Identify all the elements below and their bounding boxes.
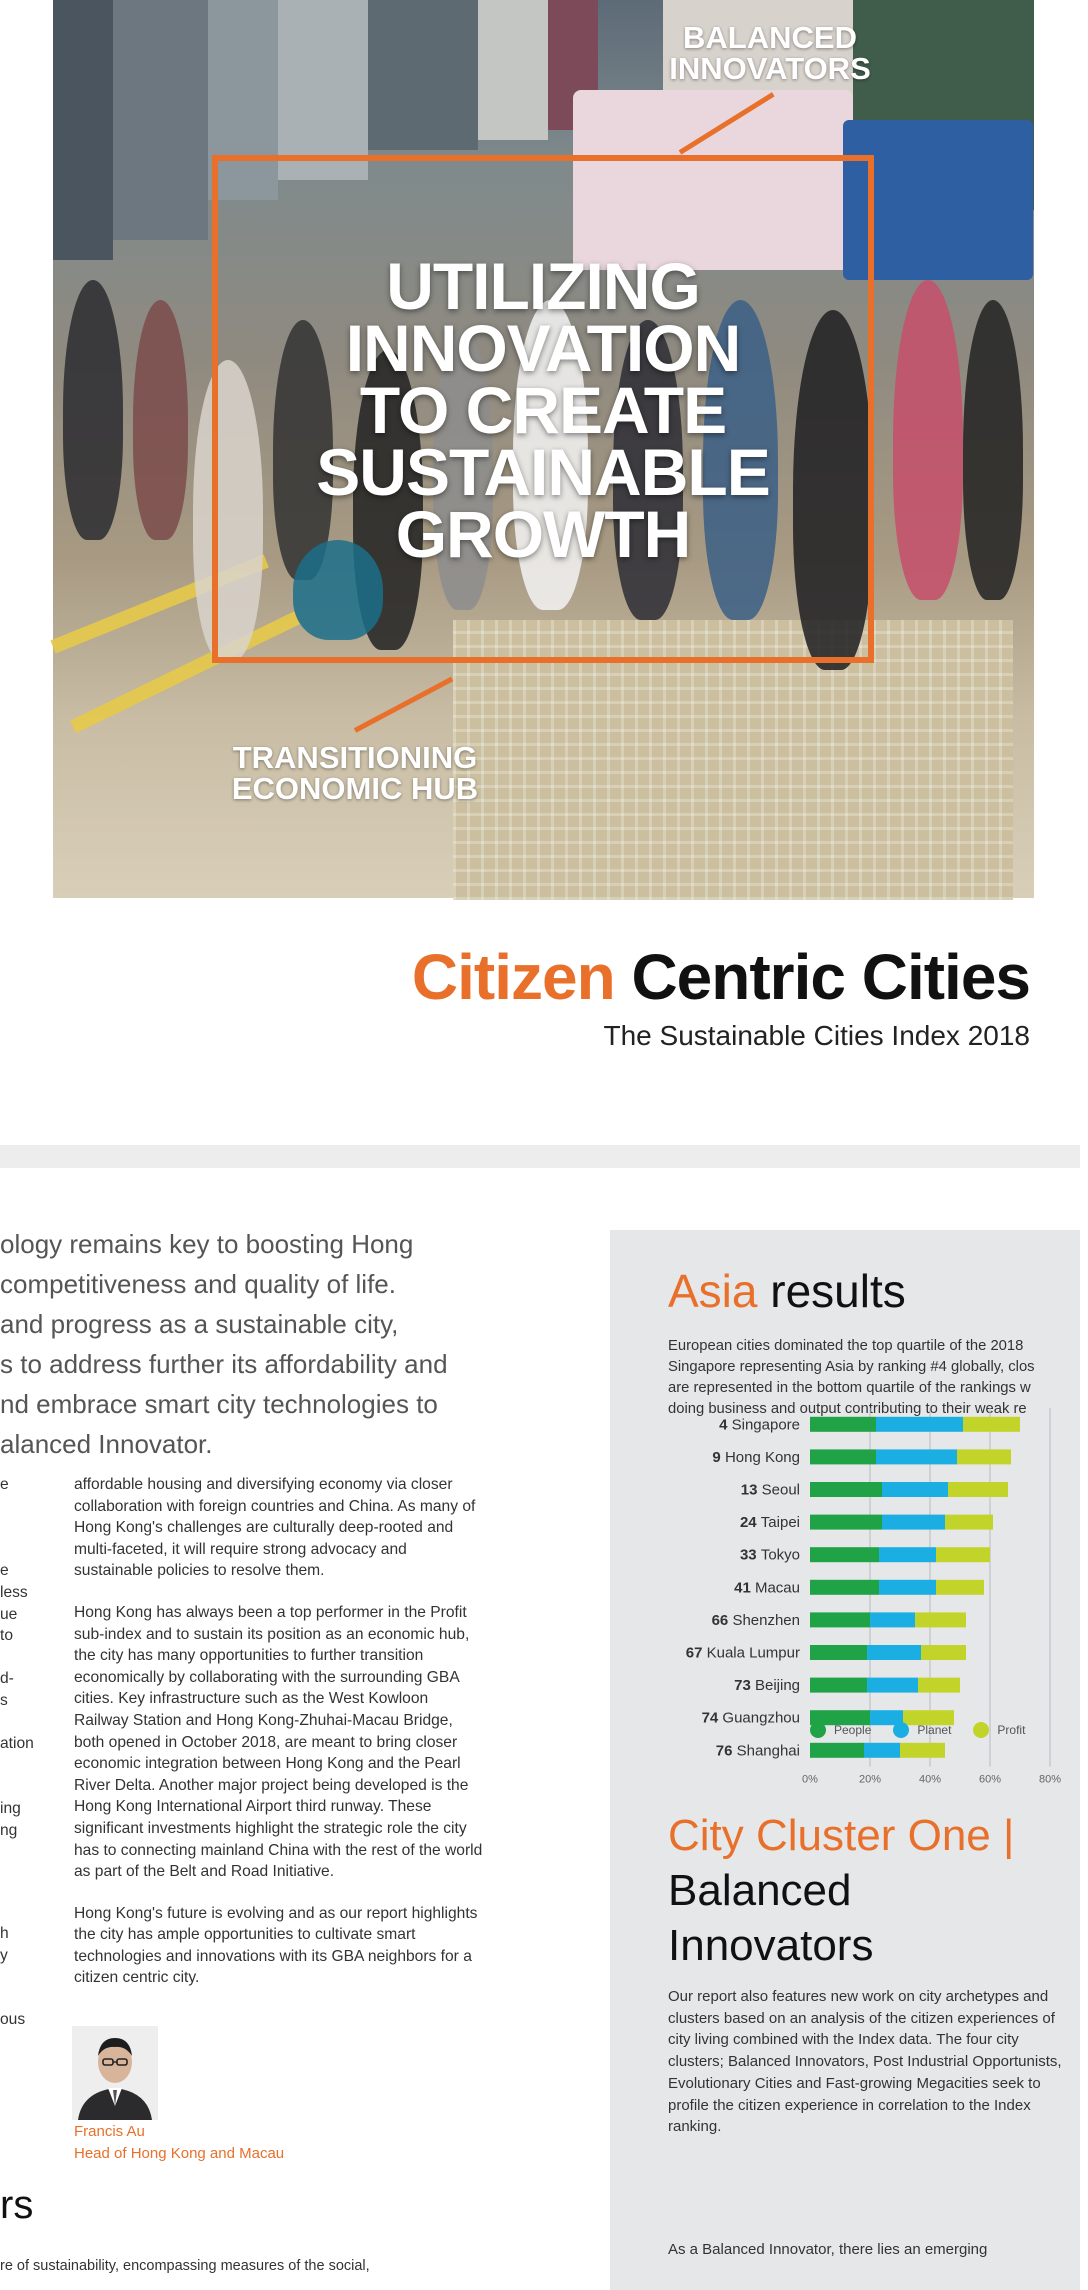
bar-segment-profit — [945, 1515, 993, 1530]
intro-line: competitiveness and quality of life. — [0, 1269, 396, 1299]
bar-segment-profit — [936, 1547, 990, 1562]
fragment-line: ue — [0, 1605, 18, 1623]
bar-segment-planet — [882, 1515, 945, 1530]
hub-label-line2: ECONOMIC HUB — [231, 771, 479, 806]
fragment-line: e — [0, 1476, 9, 1493]
category-label — [740, 1514, 800, 1531]
bar-segment-people — [810, 1612, 870, 1627]
report-page — [0, 1168, 1080, 2280]
city-rank: 41 — [734, 1579, 755, 1597]
bar-segment-people — [810, 1515, 882, 1530]
bar-segment-profit — [918, 1678, 960, 1693]
city-name: Kuala Lumpur — [706, 1644, 800, 1662]
headline-line: GROWTH — [395, 497, 691, 571]
fragment-line: d- — [0, 1670, 14, 1688]
bar-segment-profit — [948, 1482, 1008, 1497]
city-name: Beijing — [754, 1677, 800, 1695]
bar-segment-people — [810, 1678, 867, 1693]
bar-segment-planet — [879, 1547, 936, 1562]
bar-segment-people — [810, 1417, 876, 1432]
asia-results-sidebar — [610, 1230, 1080, 2290]
intro-line: alanced Innovator. — [0, 1429, 213, 1459]
bar-segment-planet — [867, 1645, 921, 1660]
fragment-line: ation — [0, 1735, 34, 1753]
sidebar-title-word1: Asia — [668, 1265, 758, 1317]
city-name: Macau — [754, 1579, 800, 1597]
sidebar-intro-line: European cities dominated the top quartile of the 2018 — [668, 1338, 1024, 1354]
bar-segment-profit — [963, 1417, 1020, 1432]
legend-swatch-icon — [810, 1722, 826, 1738]
intro-line: and progress as a sustainable city, — [0, 1309, 399, 1339]
cluster-heading-line2: Balanced — [668, 1866, 852, 1915]
legend-swatch-icon — [973, 1722, 989, 1738]
cover-headline — [212, 249, 874, 571]
sidebar-title — [668, 1264, 906, 1318]
category-label — [686, 1645, 800, 1662]
fragment-line — [0, 1776, 40, 1798]
fragment-line: to — [0, 1627, 14, 1645]
category-label — [719, 1416, 800, 1433]
legend-item — [810, 1722, 871, 1738]
city-rank: 13 — [740, 1481, 762, 1499]
x-tick-label: 0% — [802, 1773, 818, 1786]
category-label — [702, 1710, 800, 1727]
body-paragraph: Hong Kong's future is evolving and as our report highlights the city has ample opportunities to cultivate smart technologies and innovations with its GBA neighbors for a citizen centric city. — [74, 1904, 478, 1987]
city-rank: 33 — [739, 1546, 761, 1564]
fragment-line: ing — [0, 1799, 21, 1817]
fragment-line — [0, 1988, 30, 2010]
bar-segment-people — [810, 1645, 867, 1660]
bar-segment-planet — [882, 1482, 948, 1497]
body-paragraph: affordable housing and diversifying economy via closer collaboration with foreign countries and China. As many of Hong Kong's challenges are culturally deep-rooted and multi-faceted, it will require strong advocacy and sustainable policies to resolve them. — [74, 1476, 476, 1580]
fragment-line: e — [0, 1562, 9, 1580]
report-title-word2: Centric Cities — [631, 941, 1030, 1013]
category-label — [712, 1449, 800, 1466]
fragment-line — [0, 1712, 40, 1734]
x-tick-label: 20% — [858, 1773, 882, 1786]
author-portrait — [72, 2026, 158, 2120]
city-name: Shenzhen — [732, 1611, 800, 1629]
cluster-label-line1: BALANCED — [683, 20, 857, 55]
category-label — [734, 1579, 800, 1596]
cluster-label — [650, 22, 890, 84]
category-label — [716, 1742, 800, 1759]
cluster-heading-line1: City Cluster One | — [668, 1811, 1015, 1860]
clipped-column-fragment — [0, 1474, 40, 1841]
sidebar-intro-line: doing business and output contributing to their weak re — [668, 1401, 1027, 1417]
category-label — [734, 1677, 800, 1694]
bar-segment-people — [810, 1743, 864, 1758]
author-role: Head of Hong Kong and Macau — [74, 2145, 285, 2162]
bar-segment-profit — [915, 1612, 966, 1627]
body-column — [74, 1474, 484, 2009]
legend-swatch-icon — [893, 1722, 909, 1738]
sidebar-title-word2: results — [770, 1265, 906, 1317]
city-name: Tokyo — [760, 1546, 800, 1564]
fragment-line: s — [0, 1691, 8, 1709]
category-label — [741, 1482, 800, 1499]
cluster-label-line2: INNOVATORS — [669, 51, 871, 86]
report-title — [412, 940, 1030, 1014]
bar-segment-planet — [870, 1612, 915, 1627]
bar-segment-planet — [876, 1417, 963, 1432]
fragment-line: h — [0, 1925, 9, 1942]
category-label — [712, 1612, 800, 1629]
fragment-line — [0, 1496, 40, 1518]
fragment-line: ous — [0, 2011, 26, 2029]
x-tick-label: 80% — [1038, 1773, 1062, 1786]
headline-line: UTILIZING — [386, 249, 700, 323]
bar-segment-people — [810, 1449, 876, 1464]
category-label — [740, 1547, 800, 1564]
page-separator — [0, 1145, 1080, 1168]
bar-segment-planet — [879, 1580, 936, 1595]
cluster-heading-line3: Innovators — [668, 1921, 874, 1970]
city-rank: 24 — [739, 1514, 761, 1532]
bar-segment-planet — [876, 1449, 957, 1464]
bar-segment-planet — [864, 1743, 900, 1758]
cluster-paragraph-continued: As a Balanced Innovator, there lies an emerging — [668, 2241, 988, 2258]
headline-line: SUSTAINABLE — [316, 435, 770, 509]
city-rank: 76 — [715, 1742, 737, 1760]
fragment-line — [0, 1966, 30, 1988]
cluster-paragraph: Our report also features new work on city archetypes and clusters based on an analysis of the citizen experiences of city living combined with the Index data. The four city clusters; Balanced Innovators, Post Industrial Opportunists, Evolutionary Cities and Fast-growing Megacities seek to profile the citizen experience in correlation to the Index ranking. — [668, 1988, 1062, 2136]
city-rank: 9 — [712, 1448, 725, 1466]
city-name: Shanghai — [736, 1742, 800, 1760]
intro-line: s to address further its affordability and — [0, 1349, 448, 1379]
legend-label: Profit — [997, 1723, 1026, 1737]
fragment-line — [0, 1517, 40, 1539]
bar-segment-people — [810, 1482, 882, 1497]
city-name: Hong Kong — [724, 1448, 800, 1466]
bar-segment-planet — [867, 1678, 918, 1693]
city-rank: 73 — [734, 1677, 755, 1695]
chart-legend — [810, 1722, 1047, 1741]
legend-item — [973, 1722, 1025, 1738]
report-title-word1: Citizen — [411, 941, 615, 1013]
city-rank: 74 — [701, 1709, 723, 1727]
city-name: Seoul — [761, 1481, 800, 1499]
x-tick-label: 40% — [918, 1773, 942, 1786]
bar-segment-profit — [957, 1449, 1011, 1464]
fragment-line: less — [0, 1583, 28, 1601]
section-heading-fragment: rs — [0, 2183, 34, 2227]
fragment-line — [0, 1647, 40, 1669]
hub-label-line1: TRANSITIONING — [232, 740, 478, 775]
headline-line: INNOVATION — [345, 311, 741, 385]
author-name: Francis Au — [74, 2123, 145, 2140]
bar-segment-people — [810, 1547, 879, 1562]
body-paragraph: Hong Kong has always been a top performer in the Profit sub-index and to sustain its position as an economic hub, the city has many opportunities to further transition economically by collaborating with the surrounding GBA cities. Key infrastructure such as the West Kowloon Railway Station and Hong Kong-Zhuhai-Macau Bridge, both opened in October 2018, are meant to bring closer economic integration between Hong Kong and the Pearl River Delta. Another major project being developed is the Hong Kong International Airport third runway. These significant investments highlight the strategic role the city has to connecting mainland China with the rest of the world as part of the Belt and Road Initiative. — [74, 1603, 483, 1881]
city-rank: 66 — [711, 1611, 733, 1629]
sidebar-intro-line: are represented in the bottom quartile of the rankings w — [668, 1380, 1031, 1396]
city-name: Taipei — [760, 1514, 800, 1532]
bar-segment-profit — [936, 1580, 984, 1595]
bar-segment-people — [810, 1580, 879, 1595]
x-tick-label: 60% — [978, 1773, 1002, 1786]
city-name: Guangzhou — [722, 1709, 800, 1727]
fragment-line — [0, 1539, 40, 1561]
report-subtitle: The Sustainable Cities Index 2018 — [603, 1020, 1030, 1051]
intro-line: ology remains key to boosting Hong — [0, 1229, 414, 1259]
legend-label: Planet — [917, 1723, 952, 1737]
legend-label: People — [834, 1723, 872, 1737]
city-rank: 67 — [685, 1644, 707, 1662]
legend-item — [893, 1722, 951, 1738]
cluster-heading — [668, 1808, 1014, 1973]
clipped-column-fragment-lower — [0, 1923, 30, 2031]
fragment-line: ng — [0, 1821, 18, 1839]
fragment-line: y — [0, 1946, 8, 1964]
intro-paragraph — [0, 1224, 470, 1464]
sidebar-intro-line: Singapore representing Asia by ranking #4 globally, clos — [668, 1359, 1035, 1375]
bar-segment-profit — [921, 1645, 966, 1660]
hub-label — [210, 742, 500, 804]
intro-line: nd embrace smart city technologies to — [0, 1389, 438, 1419]
city-rank: 4 — [719, 1416, 732, 1434]
bar-segment-profit — [900, 1743, 945, 1758]
headline-line: TO CREATE — [359, 373, 727, 447]
cover-page — [0, 0, 1080, 1145]
fragment-line — [0, 1755, 40, 1777]
body-fragment: re of sustainability, encompassing measures of the social, — [0, 2258, 370, 2274]
city-name: Singapore — [731, 1416, 800, 1434]
